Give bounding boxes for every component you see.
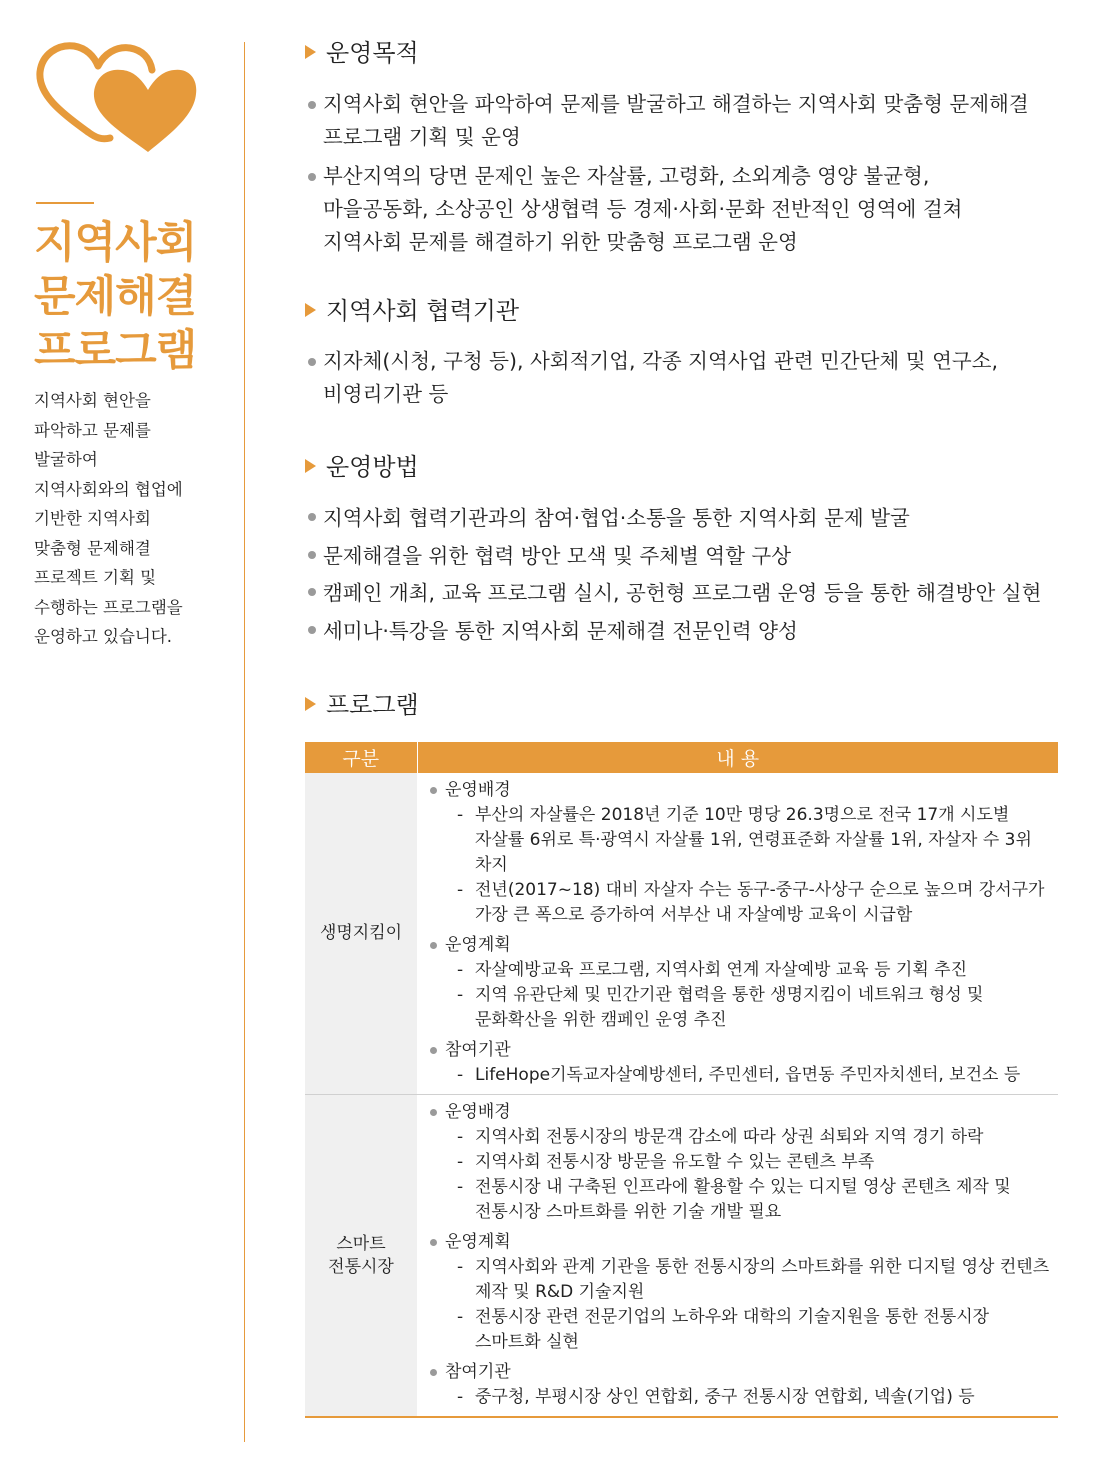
content-block bbox=[427, 1038, 1058, 1088]
section-title-text: 운영방법 bbox=[326, 453, 419, 481]
block-heading: 운영계획 bbox=[445, 935, 511, 955]
sidebar-desc-line: 파악하고 문제를 bbox=[34, 420, 151, 440]
sidebar-desc-line: 기반한 지역사회 bbox=[34, 509, 151, 528]
sub-item bbox=[445, 1125, 1058, 1150]
sub-item-line: 가장 큰 폭으로 증가하여 서부산 내 자살예방 교육이 시급함 bbox=[475, 905, 913, 925]
block-heading: 운영계획 bbox=[445, 1232, 511, 1252]
sub-item-line: - 중구청, 부평시장 상인 연합회, 중구 전통시장 연합회, 넥솔(기업) 등 bbox=[475, 1387, 975, 1407]
vertical-divider bbox=[244, 42, 245, 1442]
category-line: 전통시장 bbox=[328, 1256, 394, 1277]
sub-item-line: 전통시장 스마트화를 위한 기술 개발 필요 bbox=[475, 1202, 782, 1222]
sidebar-desc-line: 운영하고 있습니다. bbox=[34, 627, 173, 646]
sub-item-line: - LifeHope기독교자살예방센터, 주민센터, 읍면동 주민자치센터, 보건소 등 bbox=[475, 1065, 1021, 1085]
list-item-line: 지자체(시청, 구청 등), 사회적기업, 각종 지역사업 관련 민간단체 및 연구소, bbox=[323, 349, 998, 373]
purpose-list bbox=[305, 88, 1029, 259]
sidebar-desc-line: 지역사회와의 협업에 bbox=[34, 479, 183, 499]
block-heading: 운영배경 bbox=[445, 1102, 511, 1122]
sidebar-desc-line: 발굴하여 bbox=[34, 450, 98, 469]
table-row bbox=[305, 1095, 1058, 1418]
sidebar bbox=[0, 0, 244, 1468]
block-heading: 운영배경 bbox=[445, 780, 511, 800]
sub-item-line: 제작 및 R&D 기술지원 bbox=[475, 1282, 645, 1302]
sub-item bbox=[445, 878, 1058, 928]
partners-list bbox=[305, 345, 998, 411]
list-item bbox=[305, 160, 1029, 259]
category-line: 스마트 bbox=[336, 1233, 386, 1254]
sub-item-line: - 자살예방교육 프로그램, 지역사회 연계 자살예방 교육 등 기획 추진 bbox=[475, 960, 968, 980]
sub-item-line: - 지역사회와 관계 기관을 통한 전통시장의 스마트화를 위한 디지털 영상 컨텐츠 bbox=[475, 1257, 1050, 1277]
sub-item bbox=[445, 1175, 1058, 1225]
sub-item-line: - 부산의 자살률은 2018년 기준 10만 명당 26.3명으로 전국 17개 시도별 bbox=[475, 805, 1010, 825]
sidebar-title-line: 지역사회 bbox=[34, 218, 197, 268]
title-rule bbox=[36, 202, 94, 204]
sidebar-desc-line: 지역사회 현안을 bbox=[34, 391, 151, 410]
sidebar-title-line: 프로그램 bbox=[34, 326, 197, 376]
sidebar-title bbox=[34, 216, 196, 378]
list-item-line: 마을공동화, 소상공인 상생협력 등 경제·사회·문화 전반적인 영역에 걸쳐 bbox=[323, 197, 963, 221]
table-row bbox=[305, 773, 1058, 1095]
category-cell bbox=[305, 1095, 417, 1418]
sub-item-line: 차지 bbox=[475, 855, 508, 875]
list-item-line: 캠페인 개최, 교육 프로그램 실시, 공헌형 프로그램 운영 등을 통한 해결방안 실현 bbox=[323, 581, 1042, 605]
sidebar-description bbox=[34, 386, 234, 652]
header-content: 내 용 bbox=[417, 742, 1058, 773]
section-title-text: 지역사회 협력기관 bbox=[326, 297, 520, 325]
sub-item bbox=[445, 1063, 1058, 1088]
content-cell bbox=[417, 1095, 1058, 1418]
list-item-line: 지역사회 협력기관과의 참여·협업·소통을 통한 지역사회 문제 발굴 bbox=[323, 506, 910, 530]
section-title-purpose bbox=[305, 38, 419, 68]
sub-item bbox=[445, 1255, 1058, 1305]
method-list bbox=[305, 500, 1041, 650]
triangle-bullet-icon bbox=[305, 697, 316, 711]
sub-item bbox=[445, 1150, 1058, 1175]
list-item-line: 지역사회 현안을 파악하여 문제를 발굴하고 해결하는 지역사회 맞춤형 문제해결 bbox=[323, 92, 1029, 116]
sub-item bbox=[445, 1305, 1058, 1355]
block-heading: 참여기관 bbox=[445, 1040, 511, 1060]
sidebar-desc-line: 수행하는 프로그램을 bbox=[34, 597, 183, 617]
sub-item-line: 스마트화 실현 bbox=[475, 1332, 579, 1352]
list-item-line: 문제해결을 위한 협력 방안 모색 및 주체별 역할 구상 bbox=[323, 543, 791, 568]
category-line: 생명지킴이 bbox=[319, 923, 403, 943]
sub-item bbox=[445, 958, 1058, 983]
list-item-line: 부산지역의 당면 문제인 높은 자살률, 고령화, 소외계층 영양 불균형, bbox=[323, 164, 930, 188]
section-title-text: 프로그램 bbox=[326, 691, 419, 719]
list-item bbox=[305, 538, 1041, 576]
list-item bbox=[305, 88, 1029, 154]
sub-item-line: - 지역사회 전통시장의 방문객 감소에 따라 상권 쇠퇴와 지역 경기 하락 bbox=[475, 1127, 984, 1147]
block-heading: 참여기관 bbox=[445, 1362, 511, 1382]
content-block bbox=[427, 1360, 1058, 1410]
triangle-bullet-icon bbox=[305, 459, 316, 473]
sub-item bbox=[445, 1385, 1058, 1410]
list-item-line: 비영리기관 등 bbox=[323, 382, 449, 406]
section-title-program bbox=[305, 690, 419, 720]
triangle-bullet-icon bbox=[305, 303, 316, 317]
sub-item-line: - 전통시장 관련 전문기업의 노하우와 대학의 기술지원을 통한 전통시장 bbox=[475, 1307, 990, 1327]
list-item bbox=[305, 613, 1041, 651]
content-cell bbox=[417, 773, 1058, 1095]
header-category: 구분 bbox=[305, 742, 417, 773]
sidebar-desc-line: 맞춤형 문제해결 bbox=[34, 538, 151, 558]
content-block bbox=[427, 778, 1058, 928]
sub-item-line: - 전통시장 내 구축된 인프라에 활용할 수 있는 디지털 영상 콘텐츠 제작 및 bbox=[475, 1177, 1011, 1197]
sub-item-line: - 지역 유관단체 및 민간기관 협력을 통한 생명지킴이 네트워크 형성 및 bbox=[475, 985, 984, 1005]
sub-item-line: 문화확산을 위한 캠페인 운영 추진 bbox=[475, 1010, 727, 1030]
sidebar-title-line: 문제해결 bbox=[34, 272, 197, 322]
table-header-row bbox=[305, 742, 1058, 773]
list-item bbox=[305, 500, 1041, 538]
list-item-line: 지역사회 문제를 해결하기 위한 맞춤형 프로그램 운영 bbox=[323, 230, 798, 254]
content-block bbox=[427, 1100, 1058, 1225]
list-item-line: 세미나·특강을 통한 지역사회 문제해결 전문인력 양성 bbox=[323, 618, 798, 643]
content-block bbox=[427, 1230, 1058, 1355]
content-block bbox=[427, 933, 1058, 1033]
sub-item bbox=[445, 803, 1058, 878]
section-title-text: 운영목적 bbox=[326, 39, 419, 67]
list-item bbox=[305, 345, 998, 411]
sidebar-desc-line: 프로젝트 기획 및 bbox=[34, 568, 157, 587]
section-title-method bbox=[305, 452, 419, 482]
list-item-line: 프로그램 기획 및 운영 bbox=[323, 125, 521, 149]
program-table bbox=[305, 742, 1058, 1418]
sub-item-line: - 전년(2017~18) 대비 자살자 수는 동구-중구-사상구 순으로 높으며 강서구가 bbox=[475, 880, 1045, 900]
category-cell bbox=[305, 773, 417, 1095]
sub-item-line: 자살률 6위로 특·광역시 자살률 1위, 연령표준화 자살률 1위, 자살자 수 3위 bbox=[475, 830, 1032, 850]
list-item bbox=[305, 575, 1041, 613]
two-hearts-icon bbox=[30, 36, 200, 156]
sub-item-line: - 지역사회 전통시장 방문을 유도할 수 있는 콘텐츠 부족 bbox=[475, 1152, 875, 1172]
section-title-partners bbox=[305, 296, 519, 326]
sub-item bbox=[445, 983, 1058, 1033]
triangle-bullet-icon bbox=[305, 45, 316, 59]
